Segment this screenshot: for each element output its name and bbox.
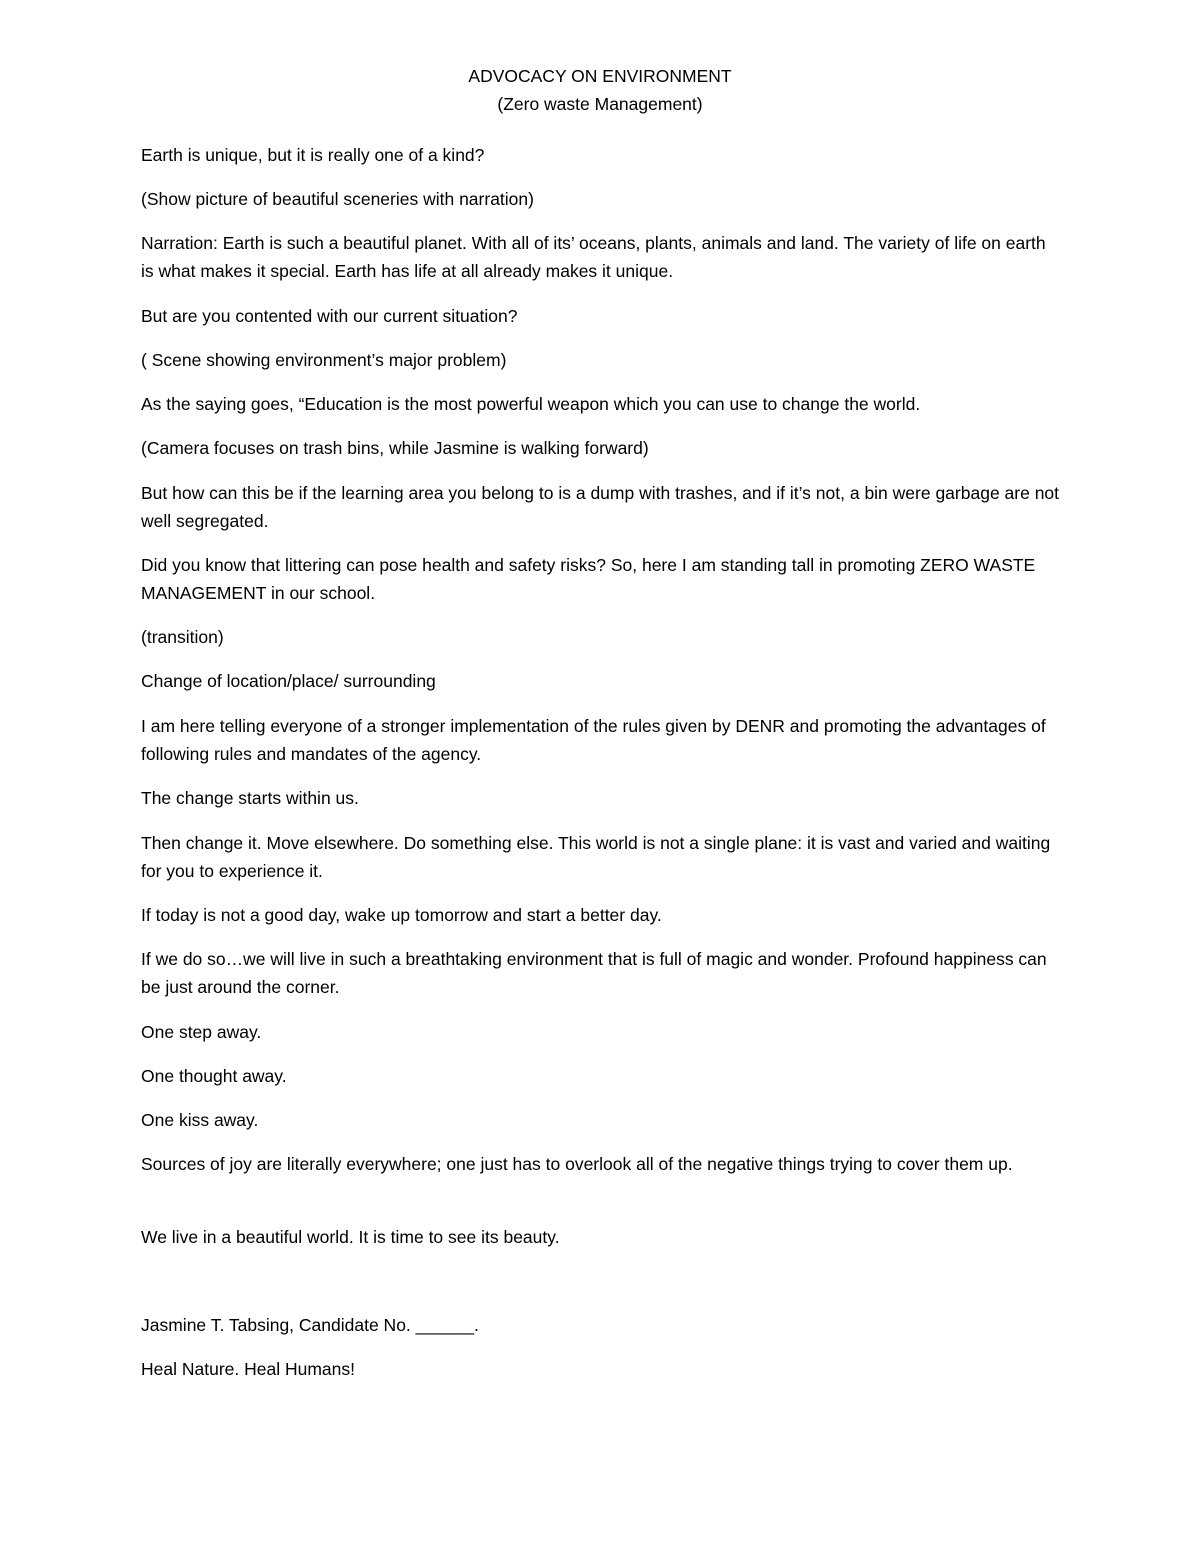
paragraph-14: Then change it. Move elsewhere. Do something else. This world is not a single plane: it is vast and varied and waiting for you to experience it. — [141, 833, 1051, 881]
paragraph-16: If we do so…we will live in such a breathtaking environment that is full of magic and wonder. Profound happiness can be just around the corner. — [141, 949, 1047, 997]
paragraph-1: Earth is unique, but it is really one of a kind? — [141, 145, 485, 165]
paragraph-8: But how can this be if the learning area you belong to is a dump with trashes, and if it’s not, a bin were garbage are not well segregated. — [141, 483, 1060, 531]
signature-line: Jasmine T. Tabsing, Candidate No. ______. — [141, 1315, 479, 1335]
paragraph-15: If today is not a good day, wake up tomorrow and start a better day. — [141, 905, 662, 925]
paragraph-9: Did you know that littering can pose health and safety risks? So, here I am standing tall in promoting ZERO WASTE MANAGEMENT in our school. — [141, 555, 1036, 603]
paragraph-13: The change starts within us. — [141, 788, 359, 808]
paragraph-6: As the saying goes, “Education is the most powerful weapon which you can use to change the world. — [141, 394, 921, 414]
paragraph-19: One kiss away. — [141, 1110, 259, 1130]
closing-line: Heal Nature. Heal Humans! — [141, 1359, 355, 1379]
paragraph-7: (Camera focuses on trash bins, while Jasmine is walking forward) — [141, 438, 649, 458]
document-header — [0, 62, 1200, 118]
paragraph-11: Change of location/place/ surrounding — [141, 671, 436, 691]
paragraph-21: We live in a beautiful world. It is time to see its beauty. — [141, 1227, 560, 1247]
paragraph-20: Sources of joy are literally everywhere; one just has to overlook all of the negative things trying to cover them up. — [141, 1154, 1013, 1174]
paragraph-5: ( Scene showing environment’s major problem) — [141, 350, 507, 370]
paragraph-4: But are you contented with our current situation? — [141, 306, 518, 326]
document-subtitle: (Zero waste Management) — [497, 94, 703, 114]
paragraph-3: Narration: Earth is such a beautiful planet. With all of its’ oceans, plants, animals and land. The variety of life on earth is what makes it special. Earth has life at all already makes it unique. — [141, 233, 1046, 281]
paragraph-17: One step away. — [141, 1022, 262, 1042]
paragraph-12: I am here telling everyone of a stronger implementation of the rules given by DENR and promoting the advantages of following rules and mandates of the agency. — [141, 716, 1046, 764]
paragraph-10: (transition) — [141, 627, 224, 647]
paragraph-2: (Show picture of beautiful sceneries with narration) — [141, 189, 534, 209]
paragraph-18: One thought away. — [141, 1066, 287, 1086]
document-title: ADVOCACY ON ENVIRONMENT — [468, 66, 732, 86]
